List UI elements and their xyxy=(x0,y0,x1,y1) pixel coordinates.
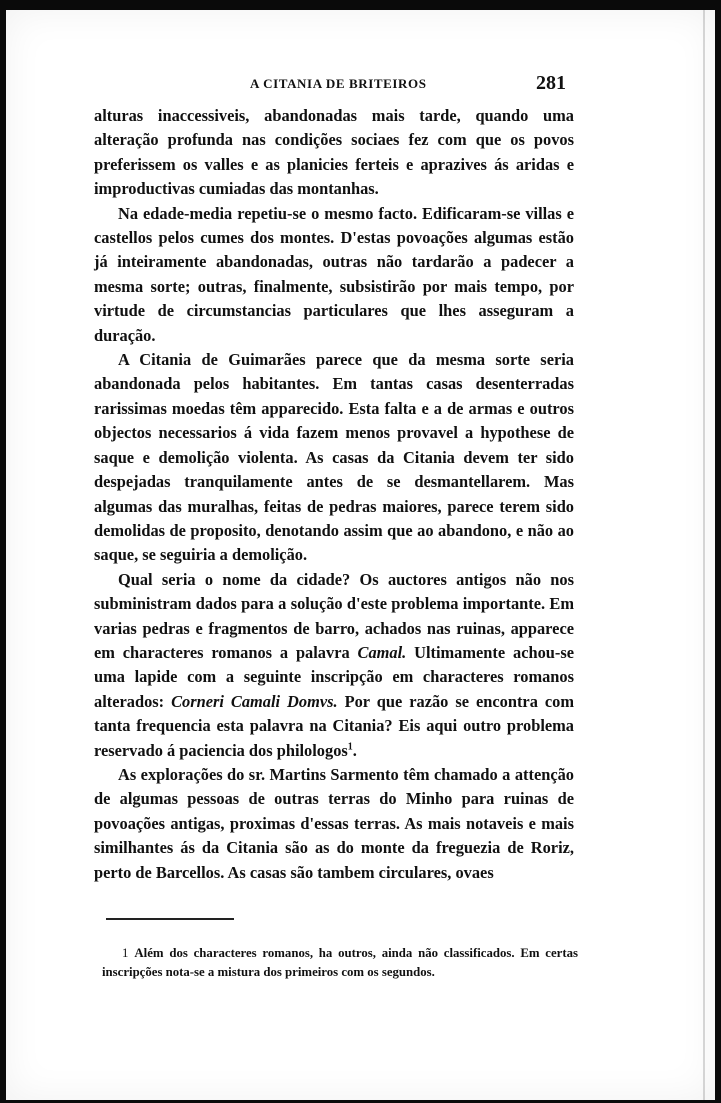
paragraph-2: Na edade-media repetiu-se o mesmo facto. Edificaram-se villas e castellos pelos cumes dos montes. D'estas povoações algumas estão já inteiramente abandonadas, outras não tardarão a padecer a mesma sorte; outras, finalmente, subsistirão por mais tempo, por virtude de circumstancias particulares que lhes asseguram a duração. xyxy=(94,203,574,345)
paragraph-4-part-3: Por que razão se encontra com tanta frequencia esta palavra na Citania? Eis aqui outro problema reservado á paciencia dos philologos xyxy=(94,691,574,760)
running-title: A CITANIA DE BRITEIROS xyxy=(250,76,427,91)
running-head xyxy=(6,72,715,98)
paragraph-4-part-2: Ultimamente achou-se uma lapide com a seguinte inscripção em characteres romanos alterados: xyxy=(94,642,575,711)
paragraph-4-part-4: . xyxy=(352,740,357,760)
paragraph-4-part-1: Qual seria o nome da cidade? Os auctores antigos não nos subministram dados para a solução d'este problema importante. Em varias pedras e fragmentos de barro, achados nas ruinas, apparece em characteres romanos a palavra xyxy=(94,569,574,662)
inscription-text: Corneri Camali Domvs. xyxy=(171,691,338,711)
word-camal: Camal. xyxy=(357,642,407,662)
footnote-reference[interactable]: 1 xyxy=(347,741,353,753)
page-gutter-edge xyxy=(703,10,705,1100)
paragraph-1: alturas inaccessiveis, abandonadas mais tarde, quando uma alteração profunda nas condições sociaes fez com que os povos preferissem os valles e as planicies ferteis e aprazives ás aridas e improductivas cumiadas das montanhas. xyxy=(94,106,574,199)
paragraph-5: As explorações do sr. Martins Sarmento têm chamado a attenção de algumas pessoas de outras terras do Minho para ruinas de povoações antigas, proximas d'essas terras. As mais notaveis e mais similhantes ás da Citania são as do monte da freguezia de Roriz, perto de Barcellos. As casas são tambem circulares, ovaes xyxy=(94,764,574,882)
footnote-number: 1 xyxy=(122,946,129,960)
page-number: 281 xyxy=(536,72,566,94)
paragraph-4 xyxy=(94,568,574,763)
footnote xyxy=(102,944,578,982)
paragraph-3: A Citania de Guimarães parece que da mesma sorte seria abandonada pelos habitantes. Em tantas casas desenterradas rarissimas moedas têm apparecido. Esta falta e a de armas e outros objectos necessarios á vida fazem menos provavel a hypothese de saque e demolição violenta. As casas da Citania devem ter sido despejadas tranquilamente antes de se desmantellarem. Mas algumas das muralhas, feitas de pedras maiores, parece terem sido demolidas de proposito, denotando assim que ao abandono, e não ao saque, se seguiria a demolição. xyxy=(94,350,574,565)
body-text xyxy=(94,104,574,885)
book-page xyxy=(6,10,715,1100)
footnote-text: Além dos characteres romanos, ha outros, ainda não classificados. Em certas inscripções nota-se a mistura dos primeiros com os segundos. xyxy=(102,946,578,979)
footnote-divider xyxy=(106,918,234,920)
